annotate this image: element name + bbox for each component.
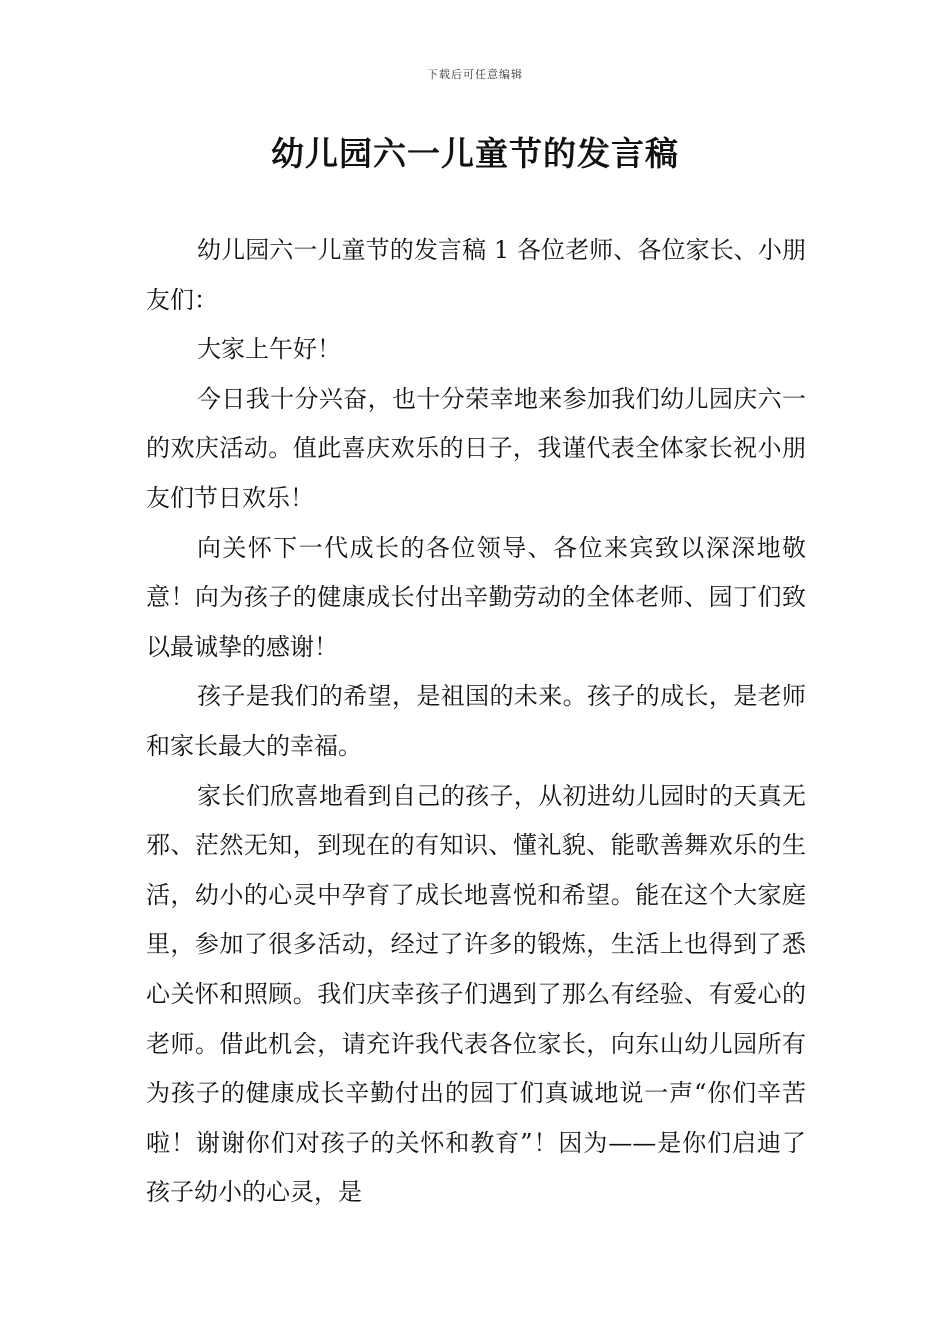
- paragraph-good-morning: 大家上午好！: [197, 335, 341, 364]
- document-body: [146, 226, 806, 1218]
- paragraph-hope: 孩子是我们的希望，是祖国的未来。孩子的成长，是老师和家长最大的幸福。: [146, 682, 806, 760]
- paragraph-thanks: 向关怀下一代成长的各位领导、各位来宾致以深深地敬意！向为孩子的健康成长付出辛勤劳动的全体老师、园丁们致以最诚挚的感谢！: [146, 533, 806, 661]
- paragraph-intro: 今日我十分兴奋，也十分荣幸地来参加我们幼儿园庆六一的欢庆活动。值此喜庆欢乐的日子，我谨代表全体家长祝小朋友们节日欢乐！: [146, 384, 806, 512]
- header-note: 下载后可任意编辑: [427, 68, 523, 81]
- paragraph-growth: 家长们欣喜地看到自己的孩子，从初进幼儿园时的天真无邪、茫然无知，到现在的有知识、懂礼貌、能歌善舞欢乐的生活，幼小的心灵中孕育了成长地喜悦和希望。能在这个大家庭里，参加了很多活动，经过了许多的锻炼，生活上也得到了悉心关怀和照顾。我们庆幸孩子们遇到了那么有经验、有爱心的老师。借此机会，请充许我代表各位家长，向东山幼儿园所有为孩子的健康成长辛勤付出的园丁们真诚地说一声“你们辛苦啦！谢谢你们对孩子的关怀和教育”！因为——是你们启迪了孩子幼小的心灵，是: [146, 781, 806, 1207]
- paragraph-greeting: 幼儿园六一儿童节的发言稿 1 各位老师、各位家长、小朋友们：: [146, 236, 806, 314]
- document-title: 幼儿园六一儿童节的发言稿: [271, 134, 679, 173]
